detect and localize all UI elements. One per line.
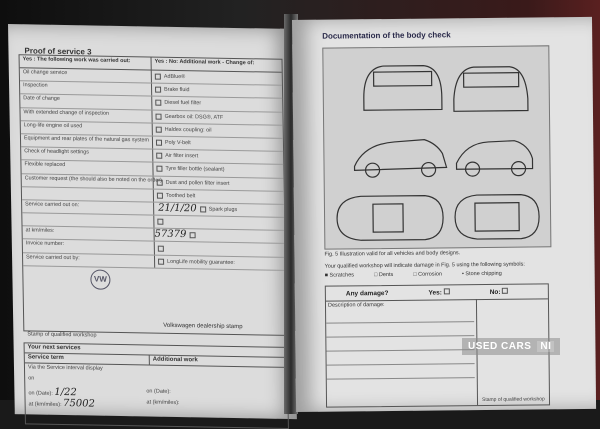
figure-caption: Fig. 5 Illustration valid for all vehicles and body designs. [324,250,461,258]
service-row-right-text: Diesel fuel filter [164,100,202,107]
legend-stone-chipping: • Stone chipping [461,270,502,278]
vw-logo-stamp: VW [90,269,110,289]
service-row-right-text: AdBlue® [163,73,186,81]
row-checkbox [155,113,161,119]
service-row-right-text: Tyre filler bottle (sealant) [165,166,225,174]
car-outlines-icon [323,46,550,248]
handwritten-km: 57379 [154,228,187,241]
yes-option: Yes: [428,288,449,296]
service-row-right-text: Air filter insert [165,152,199,160]
row-checkbox [157,192,163,198]
row-checkbox [158,258,164,264]
service-row-left: Customer request (the should also be noted on the order) [22,174,154,188]
watermark-badge: NI [537,341,554,352]
no-option: No: [490,288,509,296]
row-checkbox [200,206,206,212]
used-cars-watermark [462,338,560,355]
service-row-right [154,189,199,202]
row-checkbox [155,87,161,93]
col2-header: Yes : No: Additional work - Change of: [154,58,255,67]
service-row-right-text: Toothed belt [165,192,196,200]
write-line [326,349,474,352]
description-label: Description of damage: [327,302,385,309]
next-services-label: Your next services [27,344,81,352]
service-row-left: at km/miles: [23,227,155,241]
yes-checkbox [444,288,450,294]
any-damage-label: Any damage? [345,289,389,297]
left-page [8,24,297,419]
service-row-right [152,97,204,110]
vw-dealership-stamp: Volkswagen dealership stamp [163,322,243,331]
service-row-right [155,255,238,269]
service-row-right-text: LongLife mobility guarantee: [167,258,235,266]
handwritten-service-date: 21/1/20 [158,202,197,215]
service-row-right [155,242,170,254]
service-row-right [153,136,194,149]
service-table [19,54,288,339]
any-damage-row [326,284,548,301]
row-checkbox [158,245,164,251]
row-checkbox [157,179,163,185]
service-row-right [152,71,189,84]
display-line: Via the Service interval display [27,364,103,372]
service-row-right [153,123,215,136]
service-row-left: Oil change service [20,68,152,82]
service-row-right [197,203,241,216]
service-term-label: Service term [25,353,150,364]
additional-date-label: on (Date): [146,388,171,395]
next-km-cell: at (km/miles): 75002 [28,398,96,410]
service-row-right [152,110,226,123]
proof-of-service-title: Proof of service 3 [24,46,92,57]
write-line [326,321,474,324]
legend-dents: □ Dents [373,271,394,279]
service-row-left: Equipment and rear plates of the natural gas system [21,134,153,148]
car-diagram-figure [322,45,551,249]
service-row-left: Long-life engine oil used [21,121,153,135]
body-check-title: Documentation of the body check [322,30,451,41]
service-row-right [153,163,227,176]
row-checkbox [155,100,161,106]
row-checkbox [156,140,162,146]
service-row-right-text: Spark plugs [208,206,238,214]
row-checkbox [157,219,163,225]
row-checkbox [155,74,161,80]
handwritten-next-km: 75002 [63,398,96,410]
watermark-text: USED CARS [468,341,532,352]
damage-legend [325,271,502,279]
service-row-right [186,229,201,241]
service-row-left: Flexible replaced [21,161,153,175]
service-row-right-text: Haldex coupling: oil [164,126,212,134]
service-row-left: Date of change [20,95,152,109]
indicate-line: Your qualified workshop will indicate damage in Fig. 5 using the following symbols: [324,261,525,270]
handwritten-next-date: 1/22 [54,386,77,399]
additional-km-label: at (km/miles): [146,399,180,407]
service-row-left: Inspection [20,81,152,95]
service-row-right-text: Gearbox oil: DSG®, ATF [164,113,224,121]
legend-scratches: ■ Scratches [324,272,355,279]
service-row-left: Check of headlight settings [21,147,153,161]
service-row-left: With extended change of inspection [20,108,152,122]
stamp-note: Stamp of qualified workshop [27,331,97,339]
service-row-left: Service carried out on: [22,200,154,214]
workshop-stamp-label: Stamp of qualified workshop [481,396,545,404]
write-line [327,377,475,380]
no-checkbox [502,288,508,294]
service-row-right [153,150,201,163]
service-row-left [22,187,154,201]
on-label: on [28,375,35,382]
next-services-table [24,342,289,429]
service-row-right [154,216,169,228]
legend-corrosion: □ Corrosion [413,271,442,278]
service-row-right [152,84,193,97]
service-row-left: Invoice number: [23,240,155,254]
additional-work-label: Additional work [152,356,198,364]
service-row-right-text: Brake fluid [164,87,190,94]
write-line [327,363,475,366]
col1-header: Yes : The following work was carried out: [20,55,152,69]
row-checkbox [189,233,195,239]
service-row-left [22,213,154,227]
next-date-cell: on (Date): 1/22 [28,386,77,399]
service-row-right-text: Poly V-belt [164,139,191,147]
row-checkbox [156,126,162,132]
service-row-left: Service carried out by: [23,253,155,267]
write-line [326,335,474,338]
row-checkbox [156,166,162,172]
service-row-right-text: Dust and pollen filter insert [165,179,230,187]
row-checkbox [156,153,162,159]
service-row-right [154,176,233,190]
